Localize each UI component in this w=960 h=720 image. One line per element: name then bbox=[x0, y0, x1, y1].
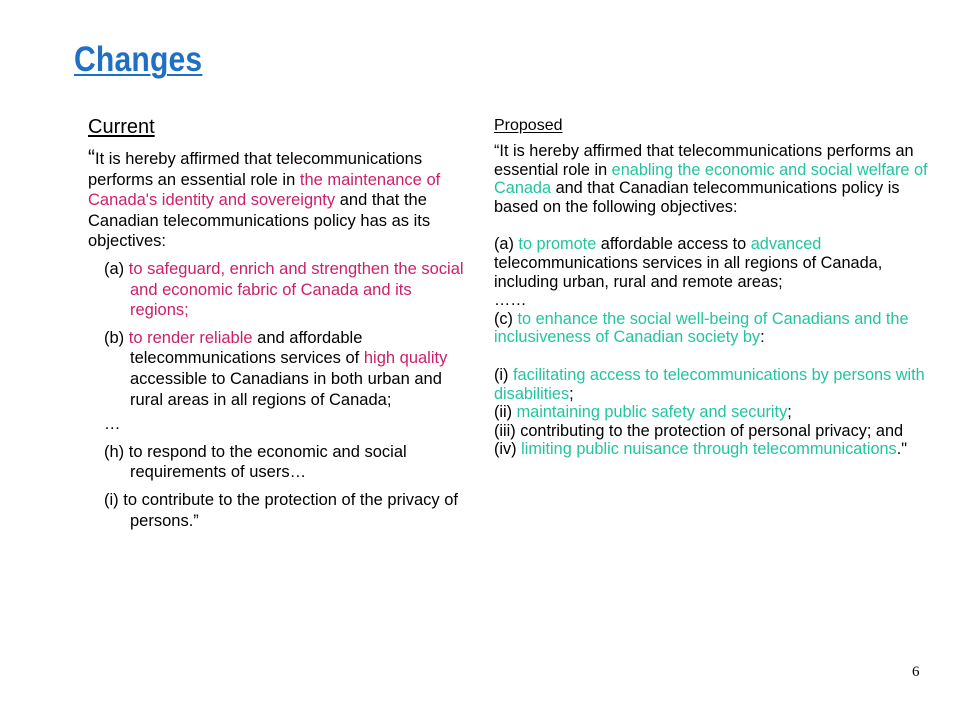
proposed-a-highlight-2: advanced bbox=[750, 235, 822, 254]
current-b-end: accessible to Canadians in both urban and rural areas in all regions of Canada; bbox=[130, 369, 442, 409]
proposed-sub-ii bbox=[494, 403, 934, 422]
current-intro bbox=[88, 148, 468, 252]
proposed-ii-end: ; bbox=[787, 403, 792, 422]
current-b-highlight-1: to render reliable bbox=[128, 328, 253, 347]
proposed-a-end: telecommunications services in all regions of Canada, including urban, rural and remote areas; bbox=[494, 253, 883, 291]
current-b-mid: and affordable telecommunications services of bbox=[130, 328, 364, 368]
current-a-prefix: (a) bbox=[104, 259, 129, 278]
proposed-intro bbox=[494, 142, 934, 216]
proposed-c-end: : bbox=[760, 328, 765, 347]
current-column bbox=[88, 114, 468, 531]
proposed-intro-highlight: enabling the economic and social welfare of Canada bbox=[494, 160, 928, 198]
proposed-intro-text-2: and that Canadian telecommunications policy is based on the following objectives: bbox=[494, 179, 900, 216]
current-heading: Current bbox=[88, 116, 155, 138]
proposed-iv-prefix: (iv) bbox=[494, 440, 522, 459]
current-ellipsis: … bbox=[104, 415, 121, 434]
proposed-sub-iii: (iii) contributing to the protection of personal privacy; and bbox=[494, 421, 904, 440]
proposed-c-highlight: to enhance the social well-being of Canadians and the inclusiveness of Canadian society by bbox=[494, 309, 909, 347]
current-b-highlight-2: high quality bbox=[363, 349, 448, 368]
proposed-iv-end: ." bbox=[896, 440, 908, 459]
proposed-i-prefix: (i) bbox=[494, 365, 513, 384]
proposed-sub-iv bbox=[494, 440, 934, 459]
proposed-i-end: ; bbox=[569, 384, 574, 403]
current-open-quote: “ bbox=[88, 146, 95, 169]
current-intro-highlight: the maintenance of Canada's identity and sovereignty bbox=[88, 170, 441, 210]
proposed-objective-a bbox=[494, 235, 934, 291]
proposed-ellipsis: …… bbox=[494, 291, 527, 310]
proposed-objective-c bbox=[494, 310, 934, 347]
slide-title: Changes bbox=[74, 40, 203, 79]
page-number: 6 bbox=[912, 664, 920, 680]
proposed-a-highlight-1: to promote bbox=[518, 235, 597, 254]
proposed-ii-prefix: (ii) bbox=[494, 403, 517, 422]
proposed-c-prefix: (c) bbox=[494, 309, 518, 328]
proposed-heading: Proposed bbox=[494, 117, 563, 134]
proposed-i-highlight: facilitating access to telecommunications by persons with disabilities bbox=[494, 365, 925, 403]
current-intro-text-1: It is hereby affirmed that telecommunications performs an essential role in bbox=[88, 150, 423, 189]
proposed-a-mid: affordable access to bbox=[596, 235, 751, 254]
current-objective-a bbox=[104, 259, 468, 321]
current-b-prefix: (b) bbox=[104, 328, 129, 347]
current-objective-h: (h) to respond to the economic and social requirements of users… bbox=[104, 442, 407, 482]
proposed-a-prefix: (a) bbox=[494, 235, 519, 254]
proposed-ii-highlight: maintaining public safety and security bbox=[516, 403, 788, 422]
proposed-column bbox=[494, 116, 934, 459]
current-objective-b bbox=[104, 328, 468, 410]
proposed-intro-text-1: “It is hereby affirmed that telecommunications performs an essential role in bbox=[494, 142, 914, 179]
proposed-iv-highlight: limiting public nuisance through telecommunications bbox=[521, 440, 897, 459]
proposed-sub-i bbox=[494, 366, 934, 403]
current-a-highlight: to safeguard, enrich and strengthen the social and economic fabric of Canada and its regions; bbox=[128, 259, 464, 320]
current-intro-text-2: and that the Canadian telecommunications policy has as its objectives: bbox=[88, 191, 431, 251]
current-objective-i: (i) to contribute to the protection of the privacy of persons.” bbox=[104, 490, 459, 530]
